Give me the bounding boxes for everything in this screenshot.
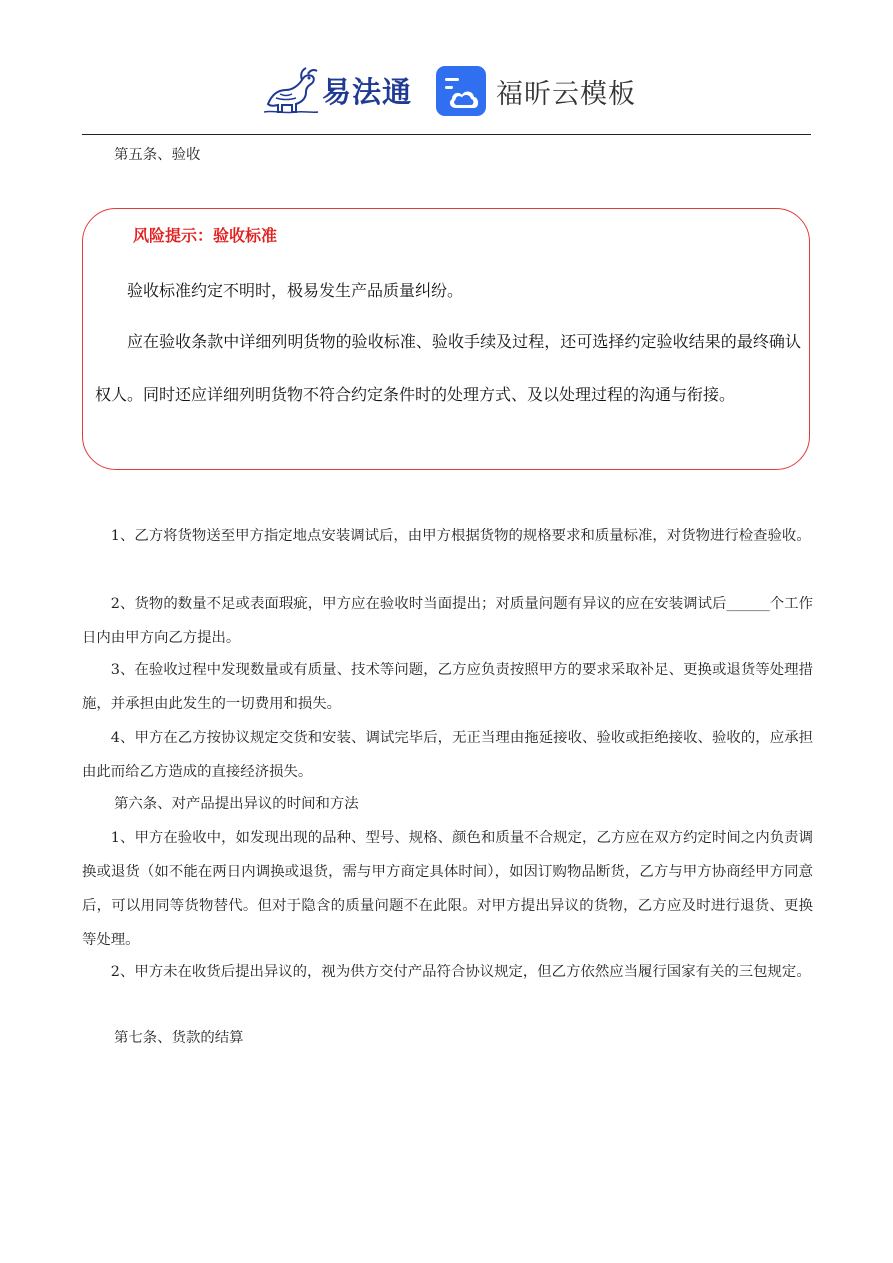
risk-paragraph-2: 应在验收条款中详细列明货物的验收标准、验收手续及过程，还可选择约定验收结果的最终确认权人。同时还应详细列明货物不符合约定条件时的处理方式、及以处理过程的沟通与衔接。 bbox=[95, 332, 801, 404]
section6-title: 第六条、对产品提出异议的时间和方法 bbox=[114, 796, 359, 812]
section6-paragraph-1: 1、甲方在验收中，如发现出现的品种、型号、规格、颜色和质量不合规定，乙方应在双方约定时间之内负责调换或退货（如不能在两日内调换或退货，需与甲方商定具体时间），如因订购物品断货，乙方与甲方协商经甲方同意后，可以用同等货物替代。但对于隐含的质量问题不在此限。对甲方提出异议的货物，乙方应及时进行退货、更换等处理。 bbox=[82, 830, 813, 948]
section7-title: 第七条、货款的结算 bbox=[114, 1030, 244, 1046]
header-divider bbox=[82, 134, 811, 135]
section5-paragraph-2: 2、货物的数量不足或表面瑕疵，甲方应在验收时当面提出；对质量问题有异议的应在安装调试后______个工作日内由甲方向乙方提出。 bbox=[82, 596, 813, 646]
brand1-name: 易法通 bbox=[322, 74, 413, 109]
page-header bbox=[0, 0, 893, 136]
risk-warning-box bbox=[82, 208, 810, 470]
section5-paragraph-3: 3、在验收过程中发现数量或有质量、技术等问题，乙方应负责按照甲方的要求采取补足、更换或退货等处理措施，并承担由此发生的一切费用和损失。 bbox=[82, 662, 813, 712]
section5-paragraph-1: 1、乙方将货物送至甲方指定地点安装调试后，由甲方根据货物的规格要求和质量标准，对货物进行检查验收。 bbox=[110, 528, 811, 544]
section6-paragraph-2: 2、甲方未在收货后提出异议的，视为供方交付产品符合协议规定，但乙方依然应当履行国家有关的三包规定。 bbox=[110, 964, 811, 980]
qilin-mascot-icon bbox=[262, 64, 320, 116]
cloud-document-app-icon bbox=[436, 66, 486, 116]
brand2-name: 福昕云模板 bbox=[496, 78, 636, 110]
fuxin-logo bbox=[436, 64, 636, 118]
section5-paragraph-4: 4、甲方在乙方按协议规定交货和安装、调试完毕后，无正当理由拖延接收、验收或拒绝接收、验收的，应承担由此而给乙方造成的直接经济损失。 bbox=[82, 730, 813, 780]
risk-paragraph-1: 验收标准约定不明时，极易发生产品质量纠纷。 bbox=[127, 281, 464, 300]
risk-title: 风险提示：验收标准 bbox=[133, 226, 278, 245]
section5-title: 第五条、验收 bbox=[114, 147, 201, 163]
yifatong-logo bbox=[262, 62, 412, 118]
